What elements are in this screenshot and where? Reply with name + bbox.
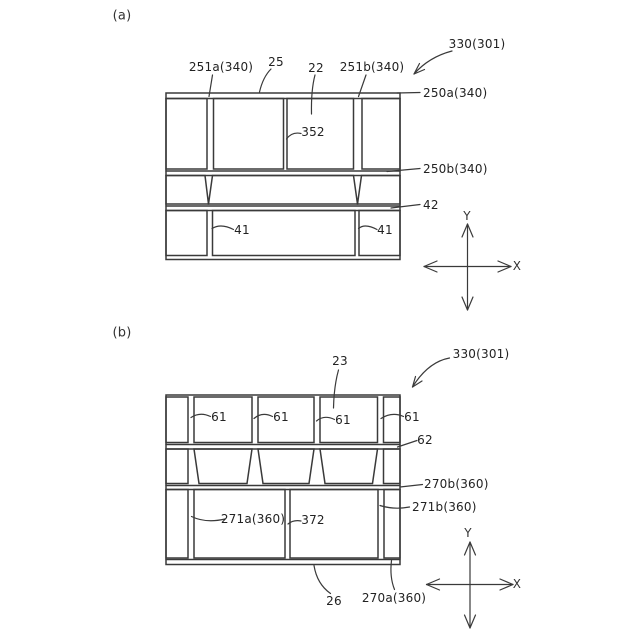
cell-a-r2-mid bbox=[209, 176, 358, 205]
label-61-2: 61 bbox=[273, 410, 289, 424]
label-23: 23 bbox=[332, 354, 348, 368]
label-330-301-a: 330(301) bbox=[448, 37, 506, 51]
label-25: 25 bbox=[268, 55, 284, 69]
figure-a-leaders bbox=[209, 51, 452, 230]
axis-a-x-label: X bbox=[512, 259, 522, 273]
leader-41-right bbox=[359, 226, 378, 230]
label-26: 26 bbox=[326, 594, 342, 608]
label-62: 62 bbox=[417, 433, 433, 447]
label-271b-360: 271b(360) bbox=[412, 500, 477, 514]
label-352: 352 bbox=[301, 125, 325, 139]
leader-23 bbox=[334, 370, 339, 408]
figure-a-axis bbox=[424, 224, 511, 310]
label-270a-360: 270a(360) bbox=[361, 591, 427, 605]
label-41-right: 41 bbox=[377, 223, 393, 237]
cell-b-r2-c3 bbox=[320, 449, 378, 484]
leader-26 bbox=[314, 566, 331, 594]
cell-b-r3-right bbox=[384, 490, 400, 559]
label-61-4: 61 bbox=[404, 410, 420, 424]
cell-b-r2-c1 bbox=[194, 449, 252, 484]
label-251a-340: 251a(340) bbox=[188, 60, 254, 74]
label-22: 22 bbox=[308, 61, 324, 75]
cell-b-r1-right bbox=[384, 397, 401, 443]
label-251b-340: 251b(340) bbox=[339, 60, 405, 74]
cell-b-r2-right bbox=[384, 449, 401, 484]
cell-a-r1-right bbox=[362, 99, 400, 170]
leader-61-3 bbox=[317, 417, 335, 421]
label-250b-340: 250b(340) bbox=[423, 162, 488, 176]
label-330-301-b: 330(301) bbox=[452, 347, 510, 361]
label-372: 372 bbox=[301, 513, 325, 527]
leader-250a bbox=[397, 93, 420, 94]
axis-a-y-label: Y bbox=[463, 209, 471, 223]
cell-b-r1-left bbox=[166, 397, 188, 443]
label-271a-360: 271a(360) bbox=[220, 512, 286, 526]
label-61-3: 61 bbox=[335, 413, 351, 427]
leader-41-left bbox=[212, 226, 234, 230]
label-61-1: 61 bbox=[211, 410, 227, 424]
cell-b-r2-c2 bbox=[258, 449, 314, 484]
leader-352 bbox=[287, 133, 302, 139]
axis-b-y-label: Y bbox=[464, 526, 472, 540]
cell-a-r1-mid1 bbox=[214, 99, 284, 170]
figure-b-axis bbox=[427, 542, 514, 628]
label-270b-360: 270b(360) bbox=[424, 477, 489, 491]
label-250a-340: 250a(340) bbox=[423, 86, 488, 100]
figure-a-plate bbox=[166, 93, 400, 260]
figure-b-tag: (b) bbox=[112, 325, 132, 341]
cell-b-r3-left bbox=[166, 490, 188, 559]
figure-a-tag: (a) bbox=[112, 8, 132, 24]
cell-a-r3-left bbox=[166, 211, 207, 256]
leader-330-b bbox=[413, 358, 450, 387]
cell-a-r2-left bbox=[166, 176, 209, 205]
label-41-left: 41 bbox=[234, 223, 250, 237]
leader-330-a bbox=[414, 51, 452, 74]
cell-a-r1-left bbox=[166, 99, 207, 170]
arrowhead-330-b bbox=[413, 377, 423, 388]
cell-a-r2-right bbox=[358, 176, 401, 205]
axis-b-x-label: X bbox=[512, 577, 522, 591]
leader-25 bbox=[260, 69, 272, 92]
leader-22 bbox=[311, 75, 315, 114]
leader-61-2 bbox=[254, 414, 273, 418]
label-42: 42 bbox=[423, 198, 439, 212]
leader-270b bbox=[400, 485, 423, 488]
cell-b-r2-left bbox=[166, 449, 188, 484]
